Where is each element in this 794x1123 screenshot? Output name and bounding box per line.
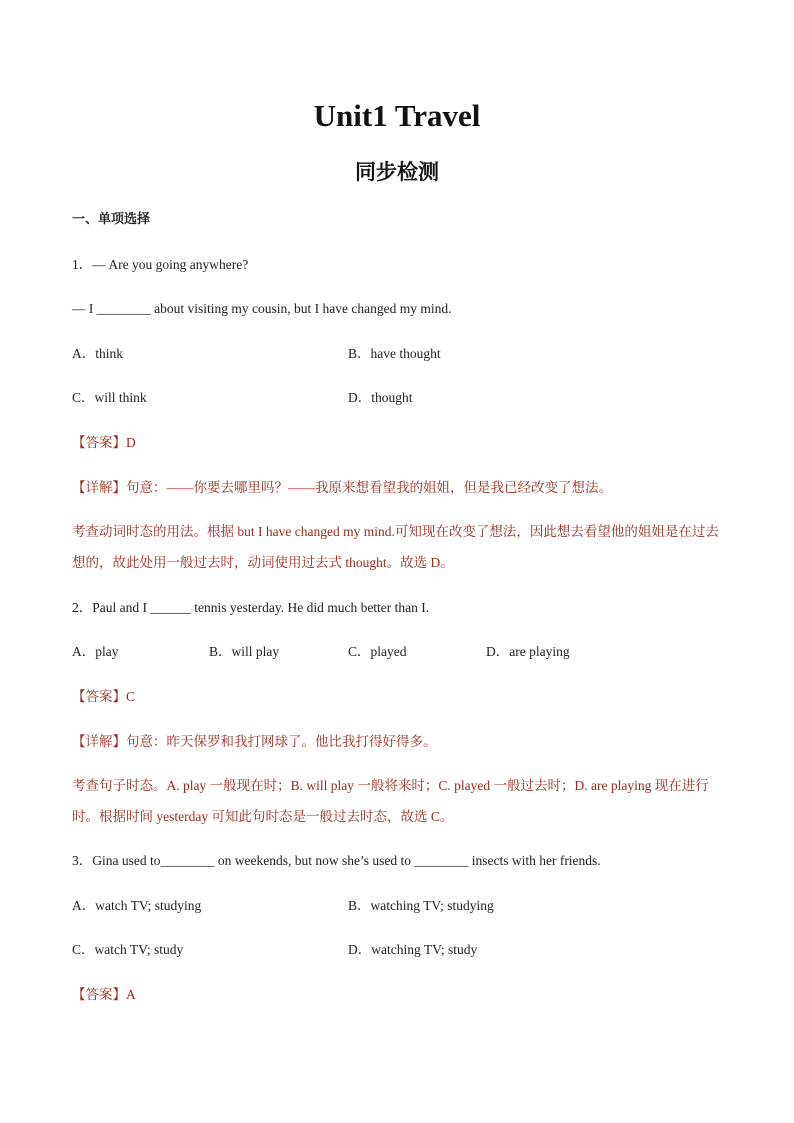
detail-text: 句意：——你要去哪里吗？——我原来想看望我的姐姐，但是我已经改变了想法。 (126, 480, 612, 495)
q2-stem: 2．Paul and I ______ tennis yesterday. He did much better than I. (72, 600, 430, 615)
answer-label: 【答案】 (72, 435, 126, 451)
q2-explanation: 考查句子时态。A. play 一般现在时；B. will play 一般将来时；C. played 一般过去时；D. are playing 现在进行时。根据时间 yesterday 可知此句时态是一般过去时态，故选 C。 (72, 778, 709, 824)
detail-text: 句意：昨天保罗和我打网球了。他比我打得好得多。 (126, 734, 437, 749)
q1-option-a: A．think (72, 346, 124, 361)
q1-option-c: C．will think (72, 390, 147, 405)
answer-value: A (126, 987, 136, 1002)
q1-stem-line1: 1．— Are you going anywhere? (72, 257, 249, 272)
q1-explanation: 考查动词时态的用法。根据 but I have changed my mind.可知现在改变了想法，因此想去看望他的姐姐是在过去想的，故此处用一般过去时，动词使用过去式 thought。故选 D。 (72, 524, 719, 570)
section-heading: 一、单项选择 (72, 212, 151, 227)
q2-option-d: D．are playing (486, 644, 570, 659)
q1-option-d: D．thought (348, 390, 413, 405)
detail-label: 【详解】 (72, 734, 126, 750)
page-subtitle: 同步检测 (355, 160, 439, 184)
page-title: Unit1 Travel (313, 98, 481, 133)
q2-option-b: B．will play (209, 644, 280, 659)
q2-detail (72, 733, 437, 751)
answer-value: D (126, 435, 136, 450)
q2-option-c: C．played (348, 644, 407, 659)
q3-option-d: D．watching TV; study (348, 942, 478, 957)
q2-option-a: A．play (72, 644, 119, 659)
q3-answer (72, 986, 136, 1004)
q3-option-b: B．watching TV; studying (348, 898, 494, 913)
q3-option-c: C．watch TV; study (72, 942, 184, 957)
answer-label: 【答案】 (72, 689, 126, 705)
q1-answer (72, 434, 136, 452)
detail-label: 【详解】 (72, 480, 126, 496)
q3-stem: 3．Gina used to________ on weekends, but now she’s used to ________ insects with her friends. (72, 853, 601, 868)
answer-label: 【答案】 (72, 987, 126, 1003)
q3-option-a: A．watch TV; studying (72, 898, 202, 913)
q2-answer (72, 688, 135, 706)
q1-stem-line2: — I ________ about visiting my cousin, but I have changed my mind. (72, 301, 452, 316)
answer-value: C (126, 689, 136, 704)
q1-option-b: B．have thought (348, 346, 441, 361)
q1-detail (72, 479, 612, 497)
